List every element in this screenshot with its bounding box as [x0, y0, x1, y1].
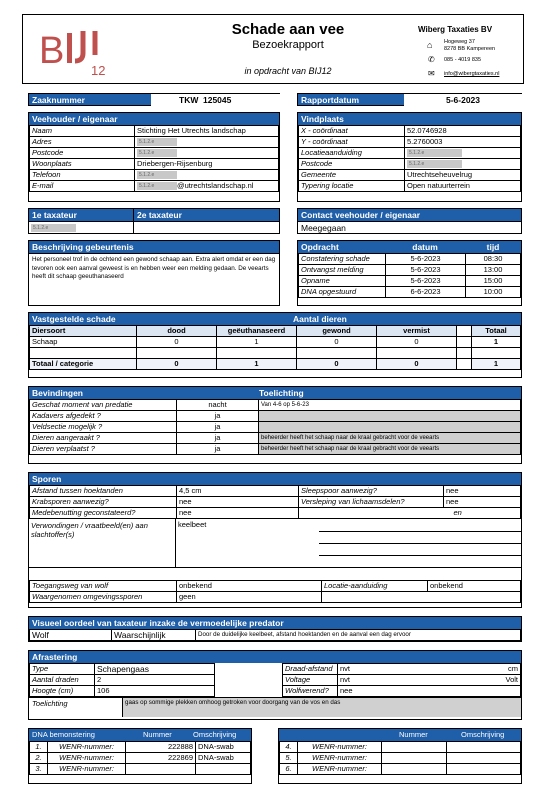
redacted-field: 5.1.2.e [407, 160, 462, 168]
contact-section [297, 208, 522, 234]
company-phone: 085 - 4019 835 [444, 57, 482, 63]
bevindingen-table [29, 399, 521, 455]
mail-icon: ✉ [428, 69, 435, 78]
table-row: 3. WENR-nummer: [30, 764, 251, 775]
table-row: 5. WENR-nummer: [280, 753, 521, 764]
redacted-field: 5.1.2.e [137, 149, 177, 157]
table-row: Telefoon 5.1.2.e [30, 170, 279, 181]
zaaknummer-prefix: TKW [179, 95, 199, 105]
rapportdatum-box [297, 93, 522, 106]
opdracht-section [297, 240, 522, 306]
report-title: Schade aan vee [231, 21, 345, 38]
report-order: in opdracht van BIJ12 [244, 66, 332, 76]
table-row: Aantal draden 2 Voltage nvt Volt [30, 675, 521, 686]
rapportdatum-value: 5-6-2023 [404, 94, 522, 106]
veehouder-section [28, 112, 280, 202]
table-row: Locatieaanduiding 5.1.2.e [299, 148, 521, 159]
bevindingen-title: Bevindingen [32, 388, 84, 398]
rapportdatum-label: Rapportdatum [301, 95, 360, 105]
company-address-1: Hogeweg 37 [444, 39, 475, 45]
table-row: Geschat moment van predatie nacht Van 4-6 op 5-6-23 [30, 400, 521, 411]
zaaknummer-box [28, 93, 280, 106]
table-row: Veldsectie mogelijk ? ja [30, 422, 521, 433]
dna-left-table [29, 741, 251, 775]
zaaknummer-value: 125045 [203, 95, 232, 105]
table-row: Afstand tussen hoektanden 4,5 cm Sleepspoor aanwezig? nee [30, 486, 521, 497]
dna-col-num-right: Nummer [399, 730, 428, 739]
table-row: Waargenomen omgevingssporen geen [30, 592, 521, 603]
beschrijving-text: Het personeel trof in de ochtend een gewond schaap aan. Extra alert omdat er een dag tevoren ook een aanval geweest is en hebben weer een melding gedaan. De veearts heeft dit schaap geeuthanaseerd [29, 253, 279, 284]
phone-icon: ✆ [428, 55, 435, 64]
verwondingen-label: Verwondingen / vraatbeeld(en) aan slachtoffer(s) [29, 519, 176, 567]
table-row: Postcode 5.1.2.e [30, 148, 279, 159]
vindplaats-title: Vindplaats [298, 113, 521, 125]
table-row: Krabsporen aanwezig? nee Versleping van lichaamsdelen? nee [30, 497, 521, 508]
dna-title: DNA bemonstering [32, 730, 95, 739]
opdracht-table [298, 253, 521, 298]
table-row: Opname 5-6-2023 15:00 [299, 276, 521, 287]
second-taxateur-label: 2e taxateur [134, 209, 279, 221]
contact-value: Meegegaan [298, 221, 521, 234]
opdracht-title: Opdracht [301, 242, 339, 252]
redacted-field: 5.1.2.e [137, 182, 177, 190]
table-row: E-mail 5.1.2.e @utrechtslandschap.nl [30, 181, 279, 192]
bij12-logo [39, 25, 119, 77]
table-row: 4. WENR-nummer: [280, 742, 521, 753]
table-row: Naam Stichting Het Utrechts landschap [30, 126, 279, 137]
verwondingen-value: keelbeet [178, 520, 207, 529]
dna-col-desc: Omschrijving [193, 730, 237, 739]
table-row: Schaap 0 1 0 0 1 [30, 337, 521, 348]
afrastering-table [29, 663, 521, 697]
predator-value: Wolf [30, 630, 112, 641]
vindplaats-section [297, 112, 522, 202]
svg-text:B: B [39, 30, 65, 72]
company-address-2: 8278 BB Kampereen [444, 46, 496, 52]
first-taxateur-label: 1e taxateur [29, 209, 134, 221]
beschrijving-title: Beschrijving gebeurtenis [29, 241, 279, 253]
table-row: X - coördinaat 52.0746928 [299, 126, 521, 137]
table-row: DNA opgestuurd 6-6-2023 10:00 [299, 287, 521, 298]
veehouder-table [29, 125, 279, 192]
report-subtitle: Bezoekrapport [252, 39, 324, 51]
dna-right-table [279, 741, 521, 775]
company-email[interactable]: info@wibergtaxaties.nl [444, 71, 500, 77]
redacted-field: 5.1.2.e [31, 224, 76, 232]
dna-right-section [278, 728, 522, 784]
redacted-field: 5.1.2.e [137, 138, 177, 146]
dna-col-desc-right: Omschrijving [461, 730, 505, 739]
table-row: Kadavers afgedekt ? ja [30, 411, 521, 422]
company-name: Wiberg Taxaties BV [418, 25, 493, 34]
table-row: Gemeente Utrechtseheuvelrug [299, 170, 521, 181]
bevindingen-toelichting: Toelichting [259, 388, 304, 398]
beschrijving-section [28, 240, 280, 306]
afrastering-toelichting-value: gaas op sommige plekken omhoog getroken voor doorgang van de vos en das [123, 698, 521, 717]
veehouder-title: Veehouder / eigenaar [29, 113, 279, 125]
dna-col-num: Nummer [143, 730, 172, 739]
schade-title: Vastgestelde schade [32, 314, 116, 324]
report-header [22, 14, 524, 84]
home-icon: ⌂ [427, 40, 433, 50]
visueel-title: Visueel oordeel van taxateur inzake de vermoedelijke predator [29, 617, 521, 629]
afrastering-toelichting-label: Toelichting [29, 698, 123, 717]
visueel-text: Door de duidelijke keelbeet, afstand hoektanden en de aanval een dag ervoor [196, 630, 521, 641]
dna-left-section [28, 728, 252, 784]
bevindingen-section [28, 386, 522, 464]
afrastering-title: Afrastering [29, 651, 521, 663]
svg-text:12: 12 [91, 63, 106, 77]
taxateur-section [28, 208, 280, 234]
sporen-table-2 [29, 580, 521, 603]
sporen-title: Sporen [29, 473, 521, 485]
table-row: Dieren verplaatst ? ja beheerder heeft het schaap naar de kraal gebracht voor de veearts [30, 444, 521, 455]
table-row: Y - coördinaat 5.2760003 [299, 137, 521, 148]
redacted-field: 5.1.2.e [407, 149, 462, 157]
contact-title: Contact veehouder / eigenaar [298, 209, 521, 221]
visueel-table [29, 629, 521, 641]
table-row: Postcode 5.1.2.e [299, 159, 521, 170]
table-row: Medebenutting geconstateerd? nee en [30, 508, 521, 519]
opdracht-col-date: datum [412, 242, 438, 252]
zaaknummer-label: Zaaknummer [32, 95, 85, 105]
table-row: Woonplaats Driebergen-Rijsenburg [30, 159, 279, 170]
table-row: 2. WENR-nummer: 222869 DNA-swab [30, 753, 251, 764]
table-row: Ontvangst melding 5-6-2023 13:00 [299, 265, 521, 276]
schade-aantal-label: Aantal dieren [293, 314, 347, 324]
table-row: 6. WENR-nummer: [280, 764, 521, 775]
vindplaats-table [298, 125, 521, 192]
table-row: Hoogte (cm) 106 Wolfwerend? nee [30, 686, 521, 697]
sporen-table-1 [29, 485, 521, 519]
schade-table: Diersoort dood geëuthanaseerd gewond vermist Totaal Schaap 0 1 0 0 1 Totaal / categorie 0 1 0 0 1 [29, 325, 521, 370]
redacted-field: 5.1.2.e [137, 171, 177, 179]
opdracht-col-time: tijd [486, 242, 500, 252]
table-row: Constatering schade 5-6-2023 08:30 [299, 254, 521, 265]
table-row: Typering locatie Open natuurterrein [299, 181, 521, 192]
afrastering-section [28, 650, 522, 720]
table-row: 1. WENR-nummer: 222888 DNA-swab [30, 742, 251, 753]
visueel-section [28, 616, 522, 642]
table-row [30, 630, 521, 641]
schade-section [28, 312, 522, 378]
table-row: Toegangsweg van wolf onbekend Locatie-aanduiding onbekend [30, 581, 521, 592]
table-row: Dieren aangeraakt ? ja beheerder heeft het schaap naar de kraal gebracht voor de veearts [30, 433, 521, 444]
table-row: Adres 5.1.2.e [30, 137, 279, 148]
likelihood-value: Waarschijnlijk [112, 630, 196, 641]
sporen-section [28, 472, 522, 608]
table-row: Type Schapengaas Draad-afstand nvt cm [30, 664, 521, 675]
